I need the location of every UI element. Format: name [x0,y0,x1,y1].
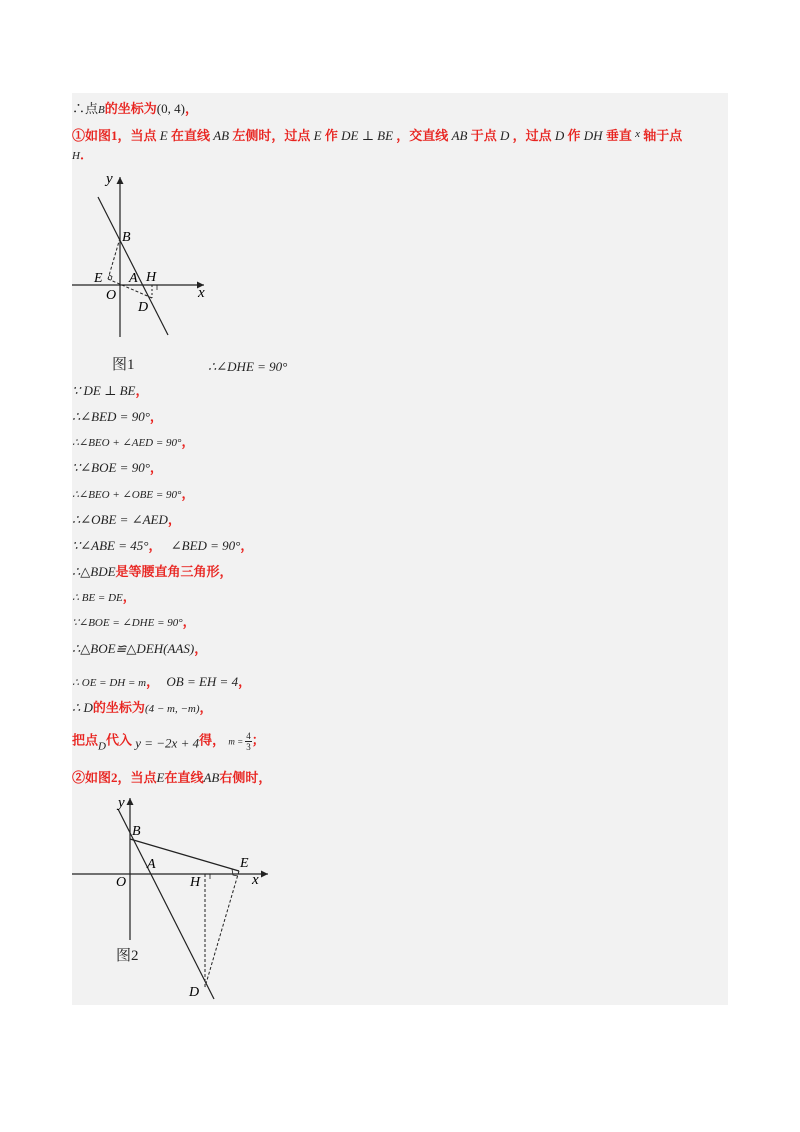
comma: ， [181,434,195,449]
math-step6: ∴∠OBE = ∠AED [72,512,168,527]
line-h [72,146,93,165]
comma: ， [149,409,163,424]
line-case-one [72,125,682,145]
text-coordinate-is: 的坐标为 [104,101,157,116]
label-y-2: y [118,795,125,811]
math-step5: ∴∠BEO + ∠OBE = 90° [72,489,182,501]
text-therefore-point: ∴点 [72,101,99,116]
math-b: B [98,104,105,116]
label-b-2: B [132,824,141,839]
figure-1 [72,171,232,371]
math-step12b: OB = EH = 4 [166,674,239,689]
segment-be [108,238,120,279]
text-through-point: ，过点 [512,128,552,143]
math-step7a: ∵∠ABE = 45° [72,538,149,553]
math-line-equation: y = −2x + 4 [135,735,200,751]
step-be-de [72,588,136,607]
figure-1-caption: 图1 [112,357,135,373]
math-step8: ∴△BDE [72,564,116,579]
step-de-perp-be [72,382,148,400]
figure-2 [72,795,292,1005]
solution-sheet [72,93,728,1005]
step-beo-obe [72,485,194,504]
math-d-3: D [98,740,106,753]
label-a-2: A [147,857,156,872]
math-step1: ∵ DE ⊥ BE [72,383,136,398]
comma: ， [135,383,149,398]
label-d-2: D [189,985,200,1000]
step-substitute [72,731,265,755]
segment-ed-2 [205,871,239,987]
math-ab-2: AB [451,128,468,143]
math-d: D [499,128,510,143]
comma: ， [146,674,160,689]
label-b: B [122,230,131,245]
label-e-2: E [240,856,249,871]
math-step13c: (4 − m, −m) [144,703,200,715]
math-step3: ∴∠BEO + ∠AED = 90° [72,437,182,449]
text-perpendicular: 垂直 [605,128,632,143]
label-h-2: H [190,875,201,890]
math-step10: ∵∠BOE = ∠DHE = 90° [72,617,183,629]
label-o-2: O [116,875,127,890]
step-beo-aed [72,433,194,452]
text-at-point: 于点 [470,128,497,143]
fraction-denominator: 3 [246,742,251,752]
math-e: E [159,128,168,143]
semicolon: ； [251,732,265,748]
step-bed-90 [72,408,163,426]
text-axis-at-point: 轴于点 [643,128,683,143]
comma: ， [184,101,198,116]
step-abe-45 [72,537,253,555]
label-x-2: x [252,872,259,888]
math-m-equals: m = [228,736,244,747]
comma: ， [148,538,162,553]
label-x: x [198,285,205,301]
text-right-side: 右侧时， [219,770,272,785]
math-de-perp-be: DE ⊥ BE [341,128,394,143]
text-meet-line: ，交直线 [396,128,449,143]
math-e-2: E [313,128,322,143]
math-x: x [635,128,640,140]
step-d-coordinate [72,699,213,718]
step-boe-dhe [72,613,196,632]
text-coordinate-is-2: 的坐标为 [92,700,145,715]
math-dh: DH [583,128,603,143]
text-get: 得， [199,732,226,748]
math-step2: ∴∠BED = 90° [72,409,150,424]
label-h: H [146,270,157,285]
line-b-coordinate [72,100,198,119]
label-y: y [106,171,113,187]
math-h: H [72,150,80,162]
math-step4: ∵∠BOE = 90° [72,460,150,475]
line-dhe-90: ∴∠DHE = 90° [208,359,288,374]
step-isosceles [72,563,233,581]
text-on-line: 在直线 [170,128,210,143]
right-angle-h [152,285,157,290]
line-ab [98,197,168,335]
math-d-2: D [554,128,565,143]
text-case2-start: ②如图2，当点 [72,770,157,785]
comma: ， [182,614,196,629]
line-case-two [72,769,271,787]
text-make: 作 [324,128,338,143]
comma: ， [240,538,254,553]
text-isosceles-right-triangle: 是等腰直角三角形， [115,564,233,579]
comma: ， [167,512,181,527]
text-substitute-point: 把点 [72,732,99,748]
text-into: 代入 [105,732,132,748]
math-step12a: ∴ OE = DH = m [72,677,147,689]
math-step7b: ∠BED = 90° [170,538,241,553]
text-left-side: 左侧时，过点 [232,128,311,143]
label-d: D [138,300,149,315]
math-ab-3: AB [203,770,220,785]
right-angle-h-2 [205,874,210,879]
math-step11: ∴△BOE≌△DEH(AAS) [72,641,195,656]
text-make-2: 作 [567,128,581,143]
step-congruent [72,640,207,658]
label-a: A [129,271,138,286]
comma: ， [238,674,252,689]
fraction-numerator: 4 [246,731,251,741]
label-e: E [94,271,103,286]
comma: ， [149,460,163,475]
text-case1-start: ①如图1，当点 [72,128,157,143]
period: ． [79,147,93,162]
math-step13a: ∴ D [72,700,93,715]
comma: ， [199,700,213,715]
math-point-b: (0, 4) [156,101,185,116]
math-e-3: E [156,770,165,785]
figure-2-caption: 图2 [116,948,139,964]
comma: ， [122,589,136,604]
math-ab: AB [213,128,230,143]
comma: ， [181,486,195,501]
step-boe-90 [72,459,163,477]
math-step9: ∴ BE = DE [72,592,123,604]
label-o: O [106,288,117,303]
text-on-line-2: 在直线 [164,770,204,785]
comma: ， [194,641,208,656]
step-obe-aed [72,511,181,529]
step-oe-dh-m [72,673,251,692]
